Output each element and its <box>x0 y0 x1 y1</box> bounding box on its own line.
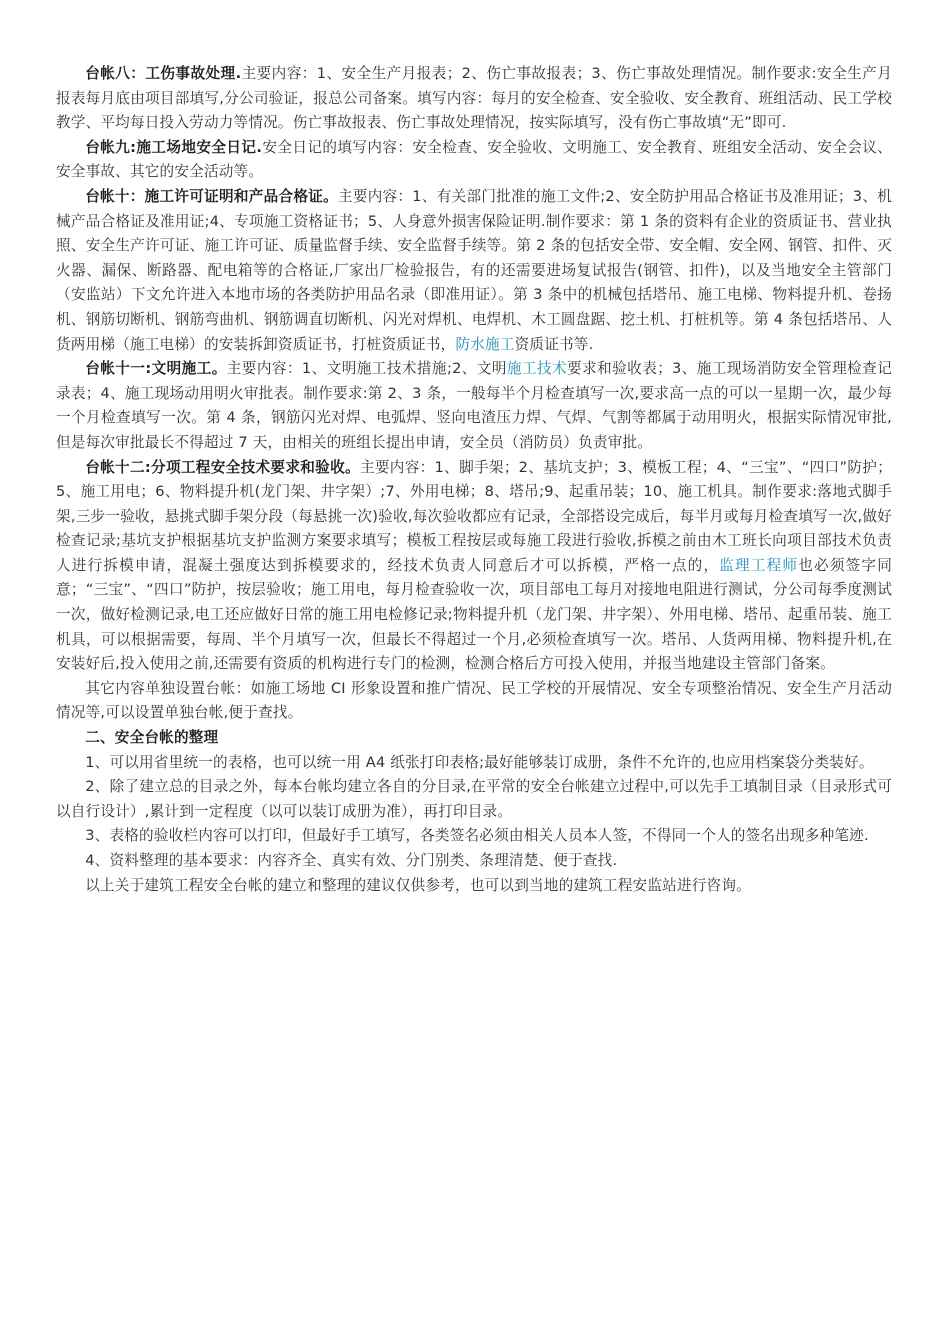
paragraph-text: 主要内容：1、文明施工技术措施;2、文明 <box>226 360 507 378</box>
paragraph-title: 台帐十：施工许可证明和产品合格证。 <box>85 187 338 205</box>
list-item: 1、可以用省里统一的表格，也可以统一用 A4 纸张打印表格;最好能够装订成册，条件不允许的,也应用档案袋分类装好。 <box>85 753 874 771</box>
paragraph-text: 主要内容：1、有关部门批准的施工文件;2、安全防护用品合格证书及准用证；3、机械产品合格证及准用证;4、专项施工资格证书；5、人身意外损害保险证明.制作要求：第 1 条的资料有企业的资质证书、营业执照、安全生产许可证、施工许可证、质量监督手续、安全监督手续等。第 2 条的包括安全带、安全帽、安全网、钢管、扣件、灭火器、漏保、断路器、配电箱等的合格证,厂家出厂检验报告，有的还需要进场复试报告(钢管、扣件)，以及当地安全主管部门（安监站）下文允许进入本地市场的各类防护用品名录（即准用证）。第 3 条中的机械包括塔吊、施工电梯、物料提升机、卷扬机、钢筋切断机、钢筋弯曲机、钢筋调直切断机、闪光对焊机、电焊机、木工圆盘踞、挖土机、打桩机等。第 4 条包括塔吊、人货两用梯（施工电梯）的安装拆卸资质证书，打桩资质证书， <box>56 187 892 353</box>
paragraph-ledger-12 <box>56 456 892 677</box>
paragraph-text: 主要内容：1、脚手架；2、基坑支护；3、模板工程；4、“三宝”、“四口”防护；5、施工用电；6、物料提升机(龙门架、井字架）;7、外用电梯；8、塔吊;9、起重吊装；10、施工机具。制作要求:落地式脚手架,三步一验收，悬挑式脚手架分段（每悬挑一次)验收,每次验收都应有记录，全部搭设完成后，每半月或每月检查填写一次,做好检查记录;基坑支护根据基坑支护监测方案要求填写；模板工程按层或每施工段进行验收,拆模之前由木工班长向项目部技术负责人进行拆模申请，混凝土强度达到拆模要求的，经技术负责人同意后才可以拆模，严格一点的， <box>56 458 892 574</box>
paragraph-ledger-11 <box>56 357 892 455</box>
paragraph-text: 也必须签字同意；“三宝”、“四口”防护，按层验收；施工用电，每月检查验收一次，项目部电工每月对接地电阻进行测试，分公司每季度测试一次，做好检测记录,电工还应做好日常的施工用电检修记录;物料提升机（龙门架、井字架）、外用电梯、塔吊、起重吊装、施工机具，可以根据需要，每周、半个月填写一次，但最长不得超过一个月,必须检查填写一次。塔吊、人货两用梯、物料提升机,在安装好后,投入使用之前,还需要有资质的机构进行专门的检测，检测合格后方可投入使用，并报当地建设主管部门备案。 <box>56 556 892 673</box>
paragraph-text: 要求和验收表；3、施工现场消防安全管理检查记录表；4、施工现场动用明火审批表。制作要求:第 2、3 条，一般每半个月检查填写一次,要求高一点的可以一星期一次，最少每一个月检查填写一次。第 4 条，钢筋闪光对焊、电弧焊、竖向电渣压力焊、气焊、气割等都属于动用明火，根据实际情况审批,但是每次审批最长不得超过 7 天，由相关的班组长提出申请，安全员（消防员）负责审批。 <box>56 360 892 451</box>
section-heading: 二、安全台帐的整理 <box>85 729 219 747</box>
paragraph-text: 资质证书等. <box>514 335 594 353</box>
closing-paragraph: 以上关于建筑工程安全台帐的建立和整理的建议仅供参考，也可以到当地的建筑工程安监站进行咨询。 <box>85 876 751 894</box>
paragraph-other-ledgers <box>56 677 892 726</box>
link-supervising-engineer[interactable]: 监理工程师 <box>719 556 799 574</box>
list-item: 4、资料整理的基本要求：内容齐全、真实有效、分门别类、条理清楚、便于查找. <box>85 852 618 869</box>
paragraph-title: 台帐十一:文明施工。 <box>85 360 227 378</box>
paragraph-text: 其它内容单独设置台帐：如施工场地 CI 形象设置和推广情况、民工学校的开展情况、安全专项整治情况、安全生产月活动情况等,可以设置单独台帐,便于查找。 <box>56 679 892 722</box>
list-item: 3、表格的验收栏内容可以打印，但最好手工填写，各类签名必须由相关人员本人签，不得同一个人的签名出现多种笔迹. <box>85 827 869 845</box>
document-body <box>56 62 892 898</box>
paragraph-title: 台帐九:施工场地安全日记. <box>85 138 263 156</box>
paragraph-title: 台帐十二:分项工程安全技术要求和验收。 <box>85 458 360 476</box>
paragraph-title: 台帐八：工伤事故处理. <box>85 65 242 82</box>
paragraph-text: 主要内容：1、安全生产月报表；2、伤亡事故报表；3、伤亡事故处理情况。制作要求:安全生产月报表每月底由项目部填写,分公司验证，报总公司备案。填写内容：每月的安全检查、安全验收、安全教育、班组活动、民工学校教学、平均每日投入劳动力等情况。伤亡事故报表、伤亡事故处理情况，按实际填写，没有伤亡事故填“无”即可. <box>56 65 892 132</box>
link-construction-technology[interactable]: 施工技术 <box>506 360 568 378</box>
paragraph-ledger-10 <box>56 185 892 357</box>
paragraph-ledger-9 <box>56 136 892 185</box>
paragraph-ledger-8 <box>56 62 892 136</box>
link-waterproof-construction[interactable]: 防水施工 <box>455 335 515 353</box>
list-item: 2、除了建立总的目录之外，每本台帐均建立各自的分目录,在平常的安全台帐建立过程中,可以先手工填制目录（目录形式可以自行设计）,累计到一定程度（以可以装订成册为准），再打印目录。 <box>56 778 892 820</box>
paragraph-text: 安全日记的填写内容：安全检查、安全验收、文明施工、安全教育、班组安全活动、安全会议、安全事故、其它的安全活动等。 <box>56 138 893 181</box>
